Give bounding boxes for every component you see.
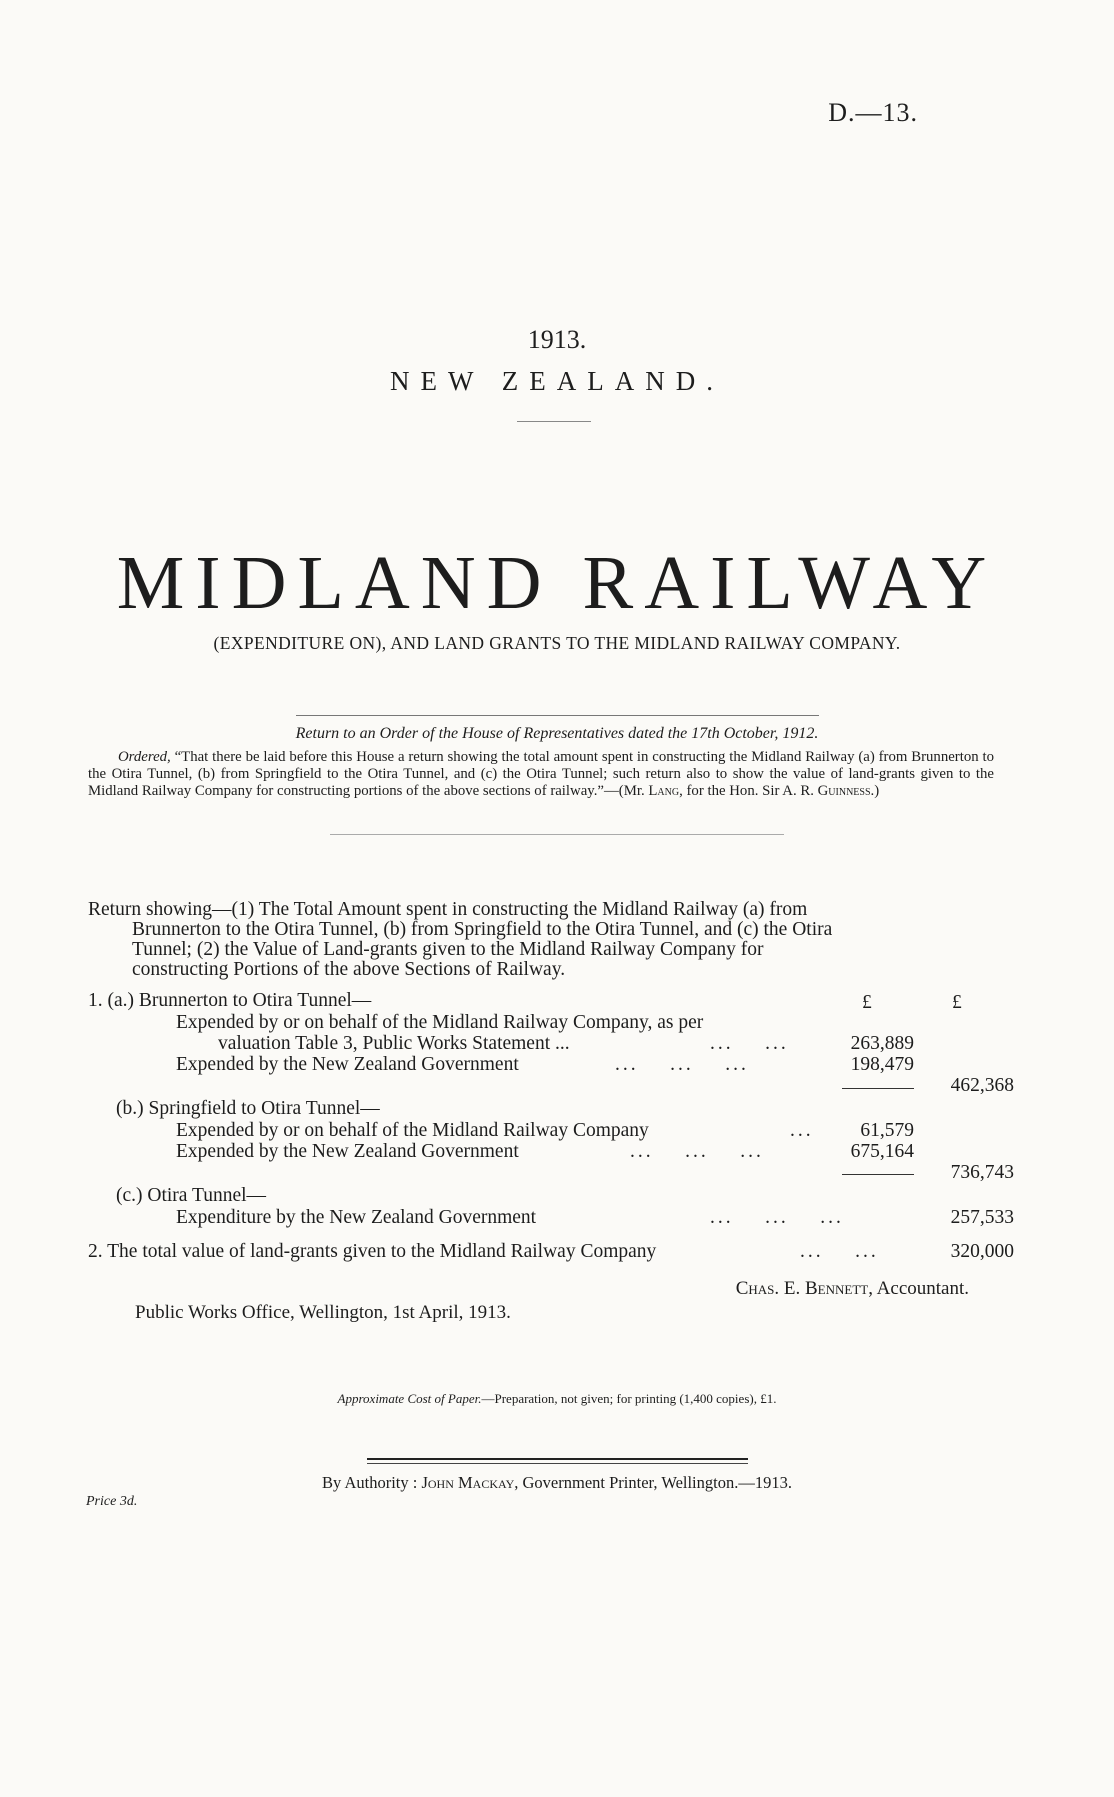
printer-authority xyxy=(0,1473,1114,1493)
item-a-line-3-value: 198,479 xyxy=(850,1054,914,1075)
masthead-divider xyxy=(517,421,591,422)
item-a-line-2-value: 263,889 xyxy=(850,1033,914,1054)
page-title: MIDLAND RAILWAY xyxy=(116,541,998,625)
item-b-total: 736,743 xyxy=(950,1162,1014,1183)
item-b-line-2: Expended by the New Zealand Government xyxy=(176,1141,519,1162)
footer-rule-1 xyxy=(367,1458,748,1460)
leader-dots: ... ... ... xyxy=(630,1141,764,1162)
cost-text: —Preparation, not given; for printing (1,400 copies), £1. xyxy=(481,1391,777,1406)
order-top-divider xyxy=(296,715,819,716)
page-subtitle: (EXPENDITURE ON), AND LAND GRANTS TO THE MIDLAND RAILWAY COMPANY. xyxy=(213,633,901,653)
order-bottom-divider xyxy=(330,834,784,835)
country: NEW ZEALAND. xyxy=(390,366,724,396)
item-c-line-1: Expenditure by the New Zealand Government xyxy=(176,1207,537,1228)
return-line-3: Tunnel; (2) the Value of Land-grants given to the Midland Railway Company for xyxy=(132,939,764,960)
price: Price 3d. xyxy=(86,1494,138,1509)
item-c-line-1-value: 257,533 xyxy=(950,1207,1014,1228)
order-text: “That there be laid before this House a return showing the total amount spent in constructing the Midland Railway (a) from Brunnerton to the Otira Tunnel, (b) from Springfield to the Otira Tunnel, and (c) the Otira Tunnel; such return also to show the value of land-grants given to the Midland Railway Company for constructing portions of the above sections of railway.”—(Mr. xyxy=(88,749,994,799)
item-b-line-1: Expended by or on behalf of the Midland Railway Company xyxy=(176,1120,649,1141)
leader-dots: ... ... xyxy=(800,1241,879,1262)
order-heading: Return to an Order of the House of Representatives dated the 17th October, 1912. xyxy=(295,725,819,742)
currency-header-1: £ xyxy=(862,992,872,1013)
ordered-label: Ordered, xyxy=(118,749,171,765)
leader-dots: ... xyxy=(790,1120,814,1141)
document-reference: D.—13. xyxy=(828,98,918,127)
item-a-line-2: valuation Table 3, Public Works Statement ... xyxy=(218,1033,570,1054)
authority-prefix: By Authority : xyxy=(322,1473,418,1492)
cost-label: Approximate Cost of Paper. xyxy=(337,1391,482,1406)
return-line-2: Brunnerton to the Otira Tunnel, (b) from Springfield to the Otira Tunnel, and (c) the Otira xyxy=(132,919,833,940)
signature xyxy=(736,1278,969,1300)
order-end: .) xyxy=(870,783,880,799)
item-a-total: 462,368 xyxy=(950,1075,1014,1096)
leader-dots: ... ... xyxy=(710,1033,789,1054)
order-for: , for the Hon. Sir A. R. xyxy=(679,783,814,799)
return-line-4: constructing Portions of the above Sections of Railway. xyxy=(132,959,566,980)
item-b-label: (b.) Springfield to Otira Tunnel— xyxy=(116,1098,380,1119)
member-name: Guinness xyxy=(817,783,871,799)
subtotal-rule xyxy=(842,1174,914,1175)
footer-rule-2 xyxy=(367,1463,748,1464)
leader-dots: ... ... ... xyxy=(615,1054,749,1075)
return-line-1: Return showing—(1) The Total Amount spent in constructing the Midland Railway (a) from xyxy=(88,899,808,920)
item-b-line-2-value: 675,164 xyxy=(850,1141,914,1162)
return-heading xyxy=(88,900,1012,980)
item-a-line-1: Expended by or on behalf of the Midland Railway Company, as per xyxy=(176,1012,704,1033)
leader-dots: ... ... ... xyxy=(710,1207,844,1228)
printer-name: John Mackay, xyxy=(421,1473,519,1492)
signature-name: Chas. E. Bennett, xyxy=(735,1278,873,1299)
item-b-line-1-value: 61,579 xyxy=(860,1120,914,1141)
mover-name: Lang xyxy=(648,783,680,799)
item-2-value: 320,000 xyxy=(950,1241,1014,1262)
signature-title: Accountant. xyxy=(876,1278,969,1299)
cost-note xyxy=(0,1391,1114,1407)
authority-suffix: Government Printer, Wellington.—1913. xyxy=(522,1473,792,1492)
item-c-label: (c.) Otira Tunnel— xyxy=(116,1185,267,1206)
place-date: Public Works Office, Wellington, 1st April, 1913. xyxy=(135,1302,511,1323)
order-body xyxy=(88,749,994,800)
year: 1913. xyxy=(527,325,587,354)
item-a-label: 1. (a.) Brunnerton to Otira Tunnel— xyxy=(88,990,372,1011)
item-2-label: 2. The total value of land-grants given to the Midland Railway Company xyxy=(88,1241,657,1262)
item-a-line-3: Expended by the New Zealand Government xyxy=(176,1054,519,1075)
currency-header-2: £ xyxy=(952,992,962,1013)
subtotal-rule xyxy=(842,1088,914,1089)
